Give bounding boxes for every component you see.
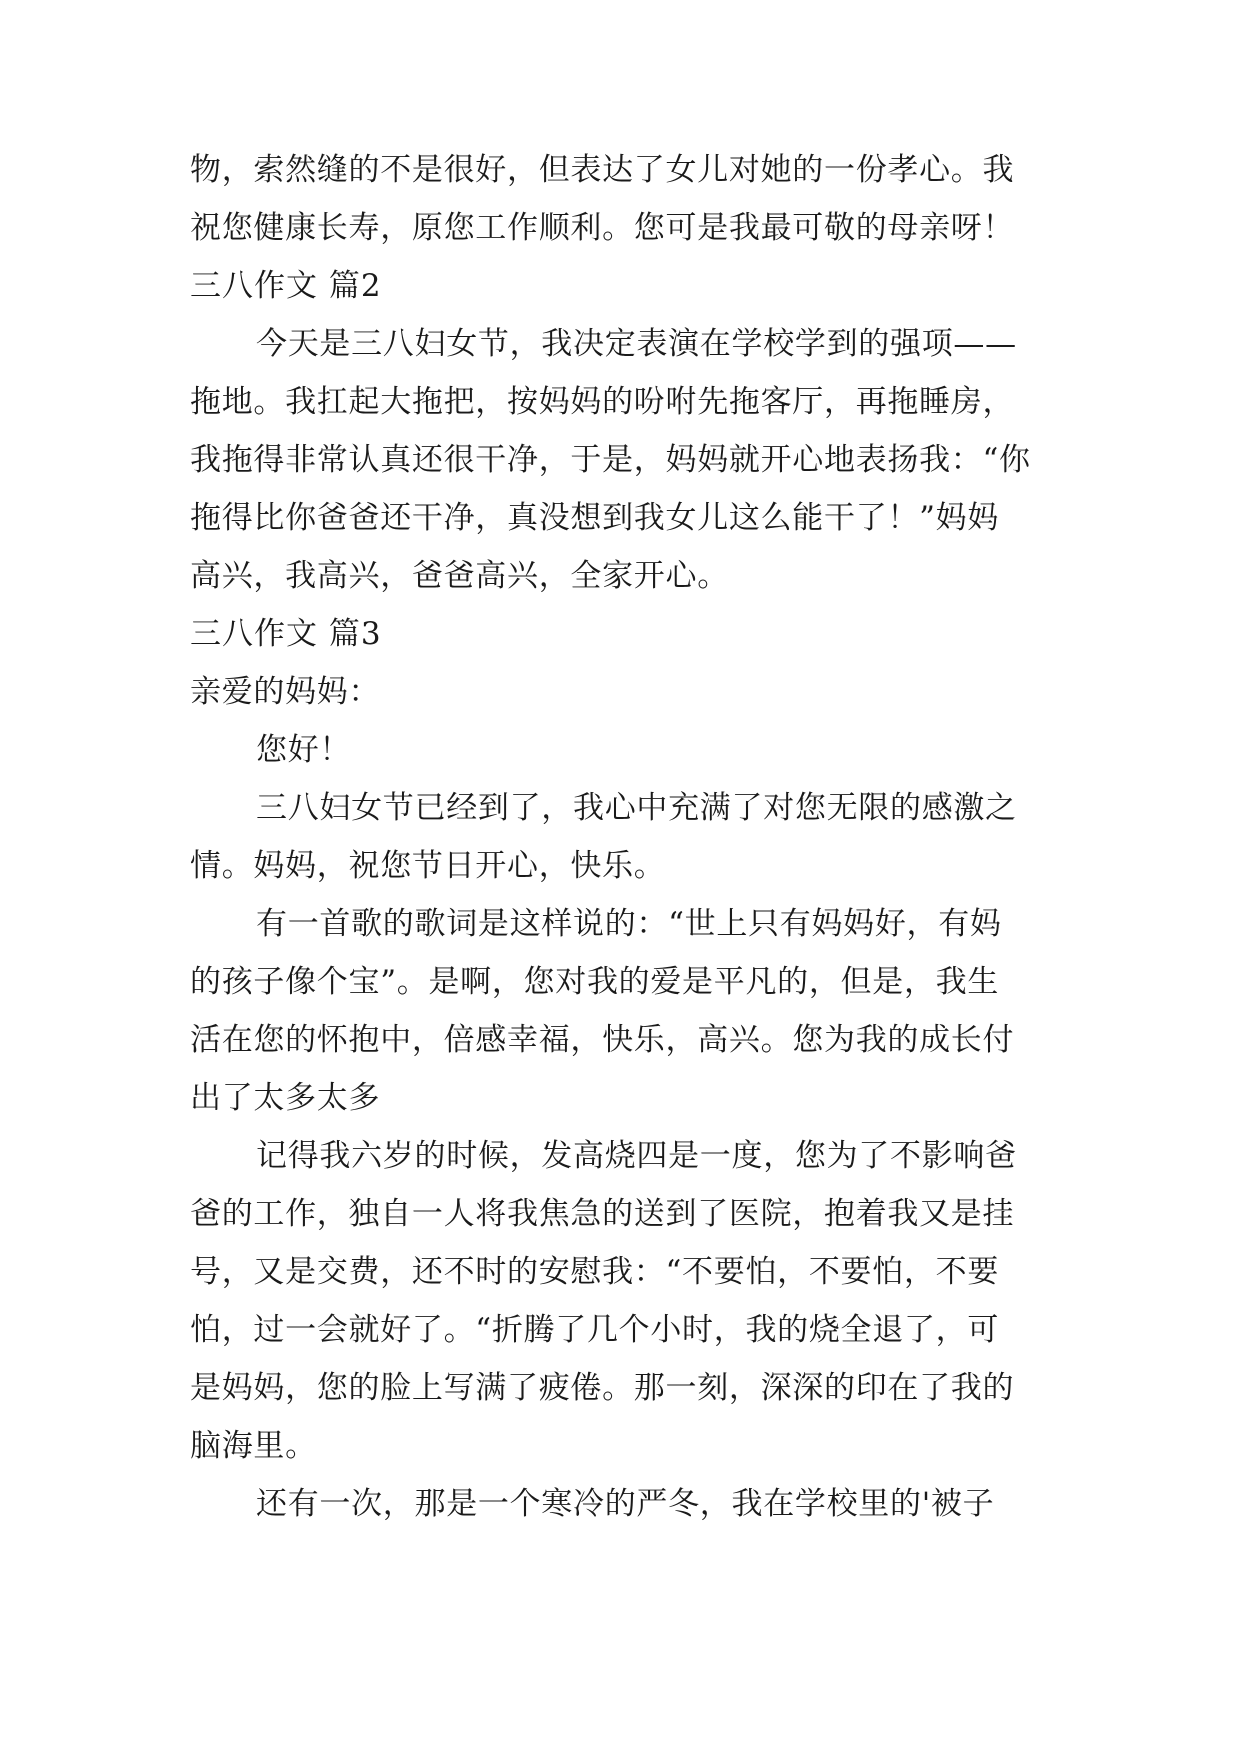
- text-line: 怕，过一会就好了。“折腾了几个小时，我的烧全退了，可: [190, 1312, 1000, 1348]
- text-line: 爸的工作，独自一人将我焦急的送到了医院，抱着我又是挂: [190, 1196, 1015, 1232]
- text-line: 我拖得非常认真还很干净，于是，妈妈就开心地表扬我：“你: [190, 442, 1031, 478]
- greeting: 您好！: [256, 732, 352, 768]
- text-line: 今天是三八妇女节，我决定表演在学校学到的强项——: [256, 326, 1017, 362]
- text-line: 脑海里。: [190, 1428, 317, 1464]
- text-line: 是妈妈，您的脸上写满了疲倦。那一刻，深深的印在了我的: [190, 1370, 1015, 1406]
- text-line: 记得我六岁的时候，发高烧四是一度，您为了不影响爸: [256, 1138, 1017, 1174]
- text-line: 物，索然缝的不是很好，但表达了女儿对她的一份孝心。我: [190, 152, 1015, 188]
- text-line: 祝您健康长寿，原您工作顺利。您可是我最可敬的母亲呀！: [190, 210, 1015, 246]
- text-line: 还有一次，那是一个寒冷的严冬，我在学校里的'被子: [256, 1486, 995, 1522]
- section-heading: 三八作文 篇2: [190, 268, 382, 304]
- salutation: 亲爱的妈妈：: [190, 674, 381, 710]
- text-line: 高兴，我高兴，爸爸高兴，全家开心。: [190, 558, 729, 594]
- text-line: 的孩子像个宝”。是啊，您对我的爱是平凡的，但是，我生: [190, 964, 1000, 1000]
- text-line: 号，又是交费，还不时的安慰我：“不要怕，不要怕，不要: [190, 1254, 1000, 1290]
- text-line: 活在您的怀抱中，倍感幸福，快乐，高兴。您为我的成长付: [190, 1022, 1015, 1058]
- section-heading: 三八作文 篇3: [190, 616, 382, 652]
- text-line: 情。妈妈，祝您节日开心，快乐。: [190, 848, 666, 884]
- text-line: 出了太多太多: [190, 1080, 381, 1116]
- text-line: 拖得比你爸爸还干净，真没想到我女儿这么能干了！”妈妈: [190, 500, 1000, 536]
- text-line: 三八妇女节已经到了，我心中充满了对您无限的感激之: [256, 790, 1017, 826]
- text-line: 拖地。我扛起大拖把，按妈妈的吩咐先拖客厅，再拖睡房，: [190, 384, 1015, 420]
- text-line: 有一首歌的歌词是这样说的：“世上只有妈妈好，有妈: [256, 906, 1002, 942]
